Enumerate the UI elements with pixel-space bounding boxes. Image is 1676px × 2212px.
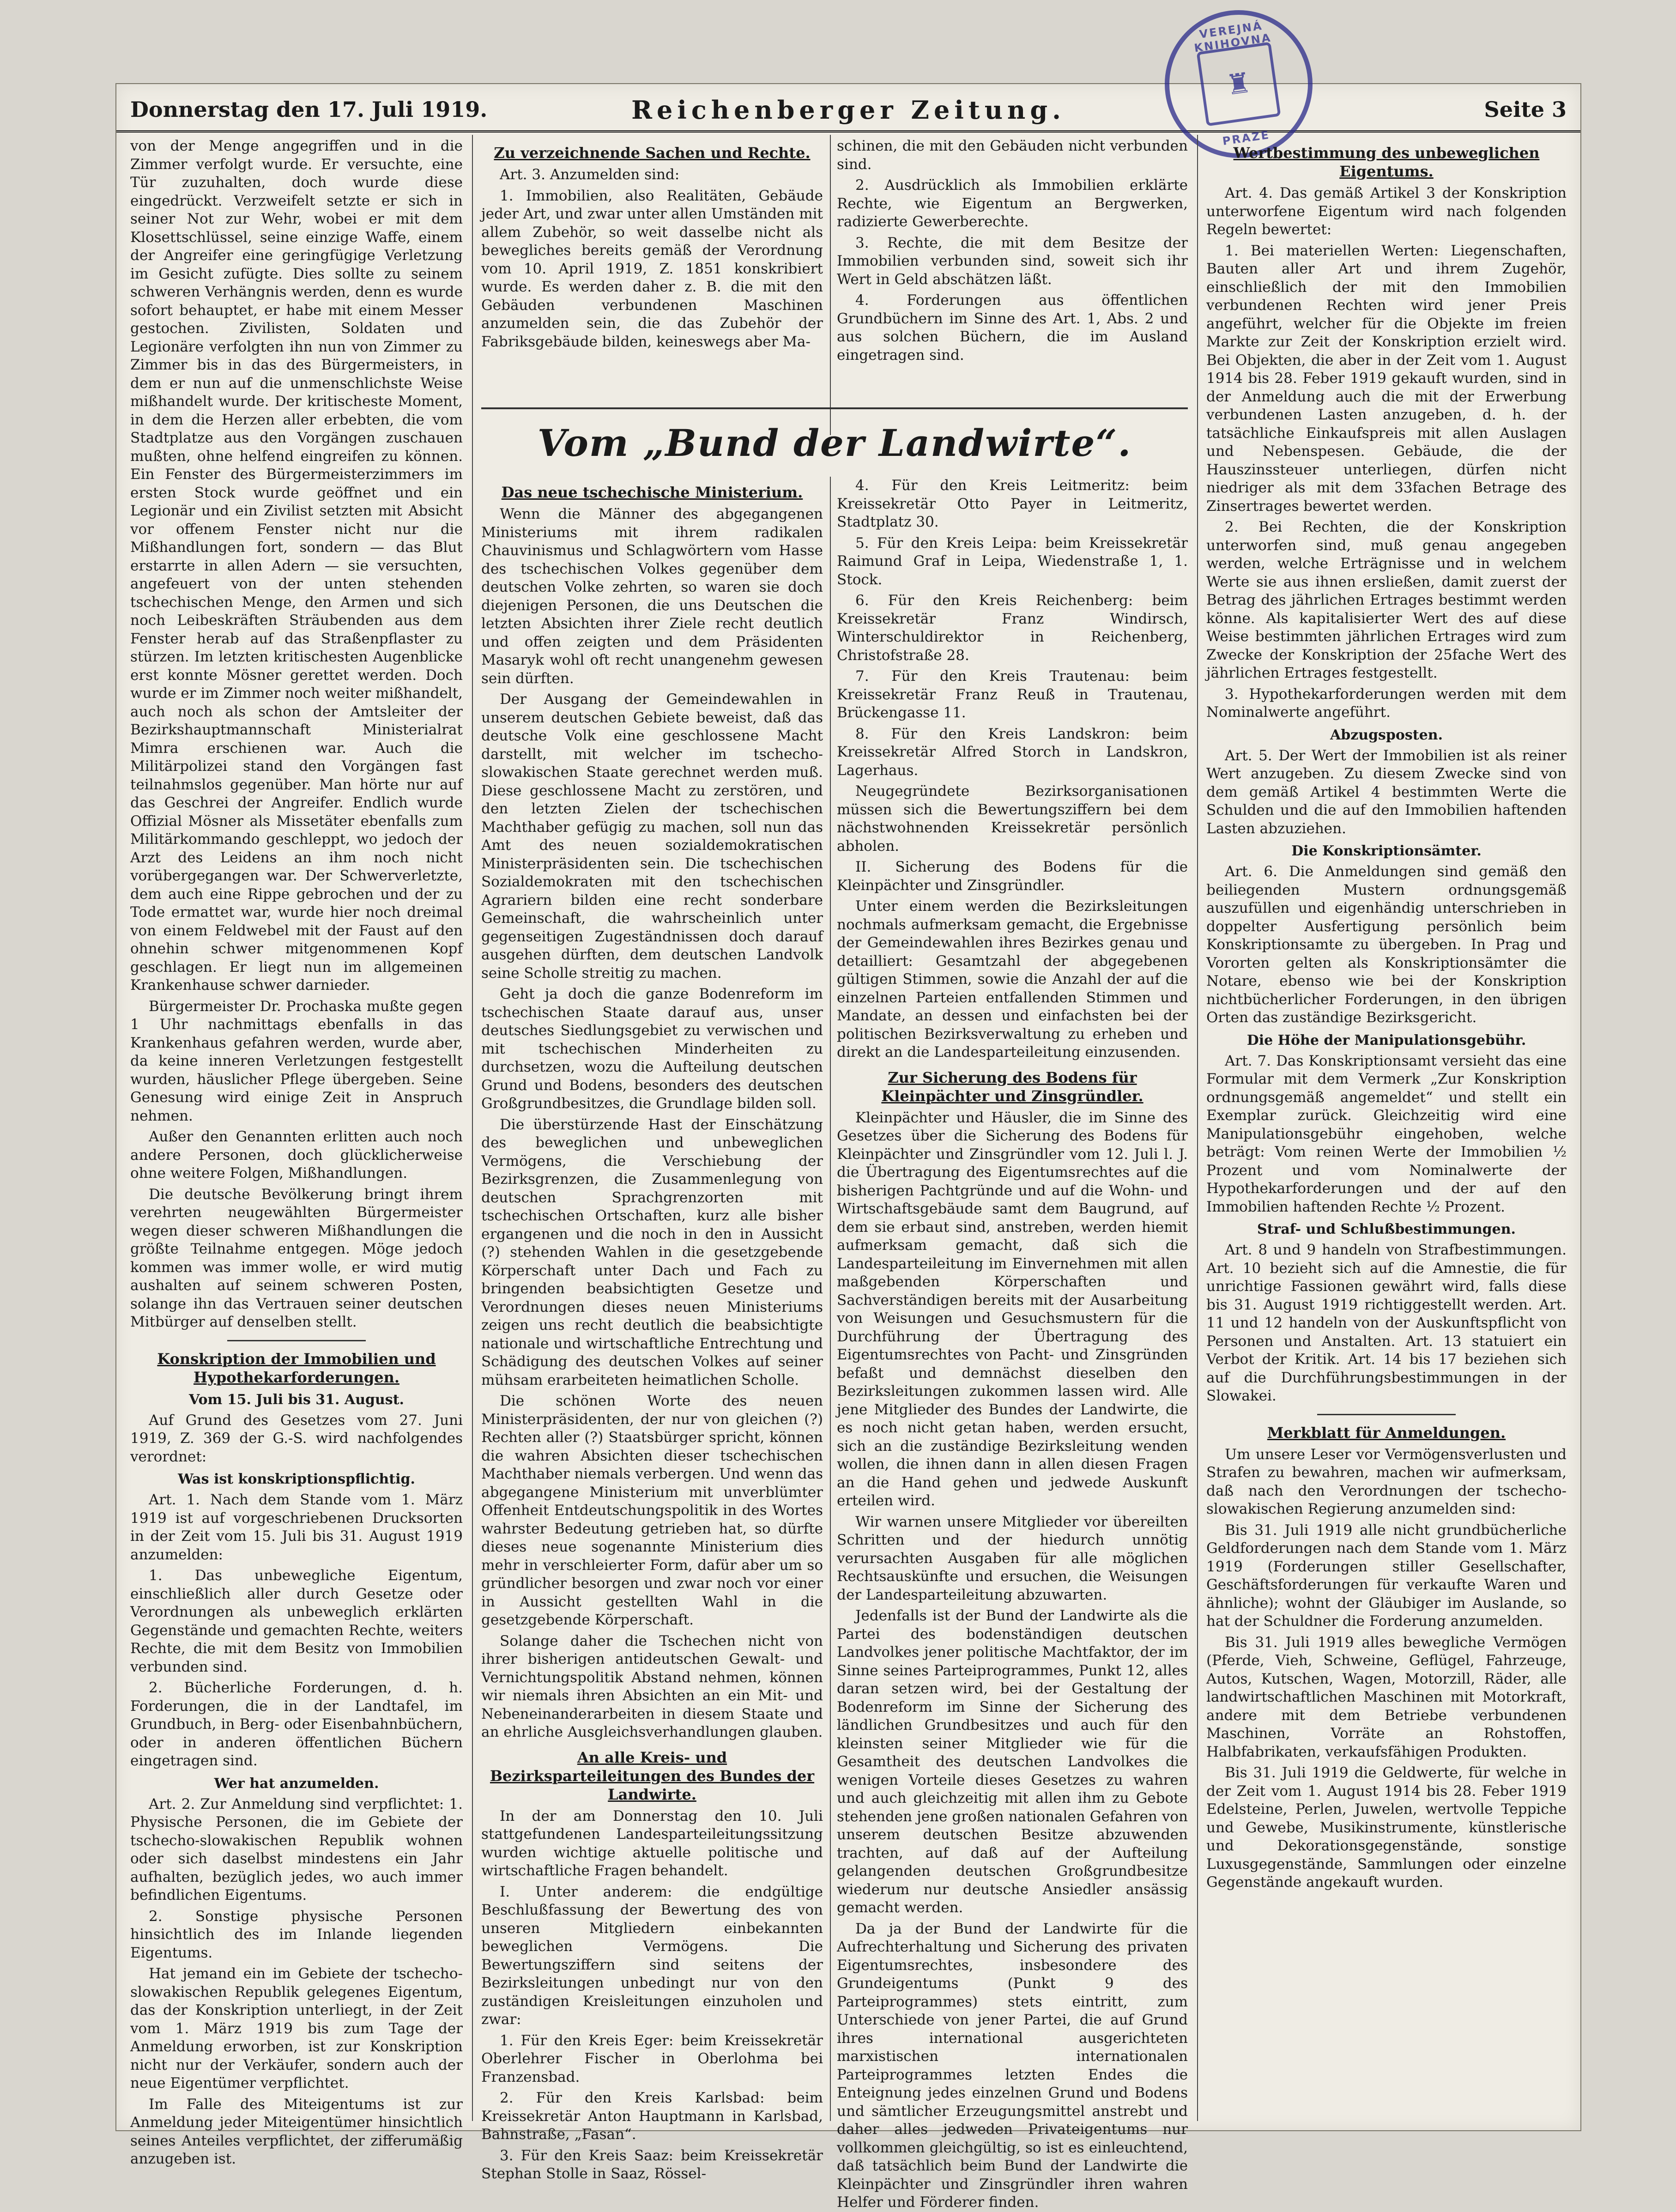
paragraph: 1. Bei materiellen Werten: Liegenschaften, Bauten aller Art und ihrem Zugehör, einschließlich der mit den Immobilien verbundenen Rechten wird jener Preis angeführt, welcher für die Objekte im freien Markte zur Zeit der Konskription erzielt wird. Bei Objekten, die aber in der Zeit vom 1. August 1914 bis 28. Feber 1919 gekauft wurden, sind in der Anmeldung auch die mit der Erwerbung verbundenen Lasten anzugeben, d. h. der tatsächliche Einkaufspreis mit allen Auslagen und Nebenspesen. Gebäude, die der Hauszinssteuer unterliegen, dürfen nicht niedriger als mit dem 33fachen Betrage des Zinsertrages bewertet werden. — [1206, 242, 1567, 515]
paragraph: Jedenfalls ist der Bund der Landwirte als die Partei des bodenständigen deutschen Landvolkes jener politische Machtfaktor, der im Sinne seines Parteiprogrammes, Punkt 12, alles daran setzen wird, bei der Gestaltung der Bodenreform im Sinne der Sicherung des ländlichen Grundbesitzes und auch für den kleinsten seiner Mitglieder wie für die Gesamtheit des deutschen Landvolkes die wenigen Vorteile dieses Gesetzes zu wahren und auch gleichzeitig mit allen ihm zu Gebote stehenden jene großen nationalen Gefahren von unserem deutschen Besitze abzuwenden trachten, auf daß auf der Aufteilung gelangenden deutschen Großgrundbesitze wiederum nur deutsche Ansiedler ansässig gemacht werden. — [837, 1607, 1188, 1916]
section-heading: Konskription der Immobilien und Hypothekarforderungen. — [157, 1350, 436, 1386]
subheading: Was ist konskriptionspflichtig. — [178, 1471, 415, 1487]
column-divider — [830, 135, 831, 435]
paragraph: 5. Für den Kreis Leipa: beim Kreissekretär Raimund Graf in Leipa, Wiedenstraße 1, 1. Stock. — [837, 534, 1188, 588]
paragraph: Neugegründete Bezirksorganisationen müssen sich die Bewertungsziffern bei dem nächstwohnenden Kreissekretär persönlich abholen. — [837, 783, 1188, 854]
page-header — [116, 84, 1580, 133]
paragraph: Außer den Genannten erlitten auch noch andere Personen, doch glücklicherweise ohne weitere Folgen, Mißhandlungen. — [130, 1128, 463, 1182]
paragraph: Bürgermeister Dr. Prochaska mußte gegen 1 Uhr nachmittags ebenfalls in das Krankenhaus gefahren werden, wurde aber, da keine inneren Verletzungen festgestellt wurden, häuslicher Pflege übergeben. Seine Genesung wird einige Zeit in Anspruch nehmen. — [130, 998, 463, 1124]
paragraph: Art. 8 und 9 handeln von Strafbestimmungen. Art. 10 bezieht sich auf die Amnestie, die für unrichtige Fassionen gewährt wird, falls diese bis 31. August 1919 richtiggestellt werden. Art. 11 und 12 handeln von der Auskunftspflicht von Personen und Anstalten. Art. 13 statuiert ein Verbot der Kritik. Art. 14 bis 17 beziehen sich auf die Durchführungsbestimmungen in der Slowakei. — [1206, 1242, 1567, 1404]
paragraph: 2. Sonstige physische Personen hinsichtlich des im Inlande liegenden Eigentums. — [130, 1908, 463, 1961]
article-title: Vom „Bund der Landwirte“. — [537, 421, 1132, 465]
paragraph: Um unsere Leser vor Vermögensverlusten und Strafen zu bewahren, machen wir aufmerksam, daß nach den Verordnungen der tschecho-slowakischen Regierung anzumelden sind: — [1206, 1446, 1567, 1517]
paragraph: schinen, die mit den Gebäuden nicht verbunden sind. — [837, 138, 1188, 173]
paragraph: I. Unter anderem: die endgültige Beschlußfassung der Bewertung des von unseren Mitgliedern einbekannten beweglichen Vermögens. Die Bewertungsziffern sind seitens der Bezirksleitungen unbedingt nur von den zuständigen Kreisleitungen einzuholen und zwar: — [481, 1883, 823, 2028]
column-2-top — [481, 137, 823, 437]
column-divider — [472, 135, 473, 2121]
paragraph: Art. 4. Das gemäß Artikel 3 der Konskription unterworfene Eigentum wird nach folgenden Regeln bewertet: — [1206, 185, 1567, 238]
column-4 — [1206, 137, 1567, 2119]
paragraph: Die überstürzende Hast der Einschätzung des beweglichen und unbeweglichen Vermögens, die Verschiebung der Bezirksgrenzen, die Zusammenlegung von deutschen Sprachgrenzorten mit tschechischen Ortschaften, kurz alle bisher ergangenen und die noch in den in Aussicht (?) stehenden Wahlen in die gesetzgebende Körperschaft unter Dach und Fach zu bringenden beabsichtigten Gesetze und Verordnungen dieses neuen Ministeriums zeigen uns recht deutlich die beabsichtigte nationale und wirtschaftliche Entrechtung und Schädigung des deutschen Volkes auf seiner mühsam erarbeiteten heimatlichen Scholle. — [481, 1116, 823, 1388]
paragraph: Bis 31. Juli 1919 alle nicht grundbücherliche Geldforderungen nach dem Stande vom 1. März 1919 (Forderungen stiller Gesellschafter, Geschäftsforderungen für verkaufte Waren und ähnliche); wohnt der Gläubiger im Auslande, so hat der Schuldner die Forderung anzumelden. — [1206, 1521, 1567, 1630]
column-2-bottom — [481, 477, 823, 2182]
paragraph: Im Falle des Miteigentums ist zur Anmeldung jeder Miteigentümer hinsichtlich seines Anteiles verpflichtet, der zifferumäßig anzugeben ist. — [130, 2096, 463, 2167]
paragraph: Unter einem werden die Bezirksleitungen nochmals aufmerksam gemacht, die Ergebnisse der Gemeindewahlen ihres Bezirkes genau und detailliert: Gesamtzahl der abgegebenen gültigen Stimmen, sowie die Anzahl der auf die einzelnen Parteien entfallenden Stimmen und Mandate, an dessen und einfachsten bei der politischen Bezirksverwaltung zu erheben und direkt an die Landesparteileitung einzusenden. — [837, 898, 1188, 1061]
paragraph: 4. Für den Kreis Leitmeritz: beim Kreissekretär Otto Payer in Leitmeritz, Stadtplatz 30. — [837, 477, 1188, 530]
subheading: Wer hat anzumelden. — [214, 1775, 379, 1792]
section-heading: Das neue tschechische Ministerium. — [501, 484, 803, 501]
column-3-top — [837, 137, 1188, 437]
paragraph: 3. Rechte, die mit dem Besitze der Immobilien verbunden sind, soweit sich ihr Wert in Geld abschätzen läßt. — [837, 234, 1188, 288]
subheading: Die Höhe der Manipulationsgebühr. — [1246, 1032, 1526, 1048]
paragraph: von der Menge angegriffen und in die Zimmer verfolgt wurde. Er versuchte, eine Tür zuzuhalten, doch wurde diese eingedrückt. Verzweifelt setzte er sich in seiner Not zur Wehr, wobei er mit dem Klosettschlüssel, seine einzige Waffe, einem der Angreifer eine geringfügige Verletzung im Gesicht zufügte. Dies sollte zu seinem schweren Verhängnis werden, denn es wurde sofort behauptet, er habe mit einem Messer gestochen. Zivilisten, Soldaten und Legionäre verfolgten ihn nun von Zimmer zu Zimmer bis in das des Bürgermeisters, in dem er nun auf die unmenschlichste Weise mißhandelt wurde. Der kritischeste Moment, in dem die Herzen aller erbebten, die vom Stadtplatze aus den Vorgängen zuschauen mußten, ohne helfend eingreifen zu können. Ein Fenster des Bürgermeisterzimmers im ersten Stock wurde geöffnet und ein Legionär und ein Zivilist setzten mit Absicht vor offenem Fenster nicht nur die Mißhandlungen fort, sondern — das Blut erstarrte in allen Adern — sie versuchten, angefeuert von der unten stehenden tschechischen Menge, den Armen und sich noch Leibeskräften Sträubenden aus dem Fenster herab auf das Straßenpflaster zu stürzen. Im letzten kritischesten Augenblicke erst konnte Mösner gerettet werden. Doch wurde er im Zimmer noch weiter mißhandelt, auch noch als schon der Amtsleiter der Bezirkshauptmannschaft Ministerialrat Mimra erschienen war. Auch die Militärpolizei stand den Vorgängen fast teilnahmslos gegenüber. Man hörte nur auf das Geschrei der Angreifer. Endlich wurde Offizial Mösner als Missetäter ebenfalls zum Militärkommando geschleppt, wo jedoch der Arzt des Leidens an ihm noch nicht vorübergegangen war. Der Schwerverletzte, dem auch eine Rippe gebrochen und der zu Tode ermattet war, wurde hier noch dreimal von einem Feldwebel mit der Faust auf den ohnehin schwer mitgenommenen Kopf geschlagen. Er liegt nun im allgemeinen Krankenhause schwer darnieder. — [130, 138, 463, 994]
subheading: Vom 15. Juli bis 31. August. — [188, 1391, 404, 1408]
paragraph: Bis 31. Juli 1919 die Geldwerte, für welche in der Zeit vom 1. August 1914 bis 28. Feber 1919 Edelsteine, Perlen, Juwelen, wertvolle Teppiche und Gewebe, Musikinstrumente, künstlerische und Dekorationsgegenstände, sonstige Luxusgegenstände, Sammlungen oder einzelne Gegenstände angekauft wurden. — [1206, 1764, 1567, 1891]
paragraph: Art. 3. Anzumelden sind: — [500, 166, 680, 183]
paragraph: 2. Ausdrücklich als Immobilien erklärte Rechte, wie Eigentum an Bergwerken, radizierte Gewerberechte. — [837, 177, 1188, 230]
paragraph: Geht ja doch die ganze Bodenreform im tschechischen Staate darauf aus, unser deutsches Siedlungsgebiet zu verwischen und mit tschechischen Minderheiten zu durchsetzen, wozu die Aufteilung deutschen Grund und Bodens, besonders des deutschen Großgrundbesitzes, die Grundlage bilden soll. — [481, 986, 823, 1112]
stamp-top-text: VEREJNÁ KNIHOVNA — [1193, 19, 1272, 55]
paragraph: Art. 7. Das Konskriptionsamt versieht das eine Formular mit dem Vermerk „Zur Konskription ordnungsgemäß angemeldet“ und stellt ein Exemplar zurück. Gleichzeitig wird eine Manipulationsgebühr eingehoben, welche beträgt: Vom reinen Werte der Immobilien ½ Prozent und vom Nominalwerte der Hypothekarforderungen und der auf den Immobilien haftenden Rechte ½ Prozent. — [1206, 1052, 1567, 1215]
paragraph: II. Sicherung des Bodens für die Kleinpächter und Zinsgründler. — [837, 859, 1188, 894]
paragraph: 2. Bei Rechten, die der Konskription unterworfen sind, muß genau angegeben werden, welche Erträgnisse und in welchem Werte sie aus ihnen ersließen, damit zuerst der Betrag des jährlichen Ertrages bestimmt werden könne. Als kapitalisierter Wert des auf diese Weise bestimmten jährlichen Ertrages wird zum Zwecke der Konskription der 25fache Wert des jährlichen Ertrages festgestellt. — [1206, 519, 1567, 681]
column-1 — [130, 137, 463, 2167]
paragraph: Art. 6. Die Anmeldungen sind gemäß den beiliegenden Mustern ordnungsgemäß auszufüllen und eigenhändig unterschrieben in doppelter Ausfertigung persönlich beim Konskriptionsamte zu übergeben. In Prag und Vororten gelten als Konskriptionsämter die Notare, ebenso wie bei der Konskription nichtbücherlicher Forderungen, in den übrigen Orten das zuständige Bezirksgericht. — [1206, 863, 1567, 1026]
column-divider — [830, 477, 831, 2121]
newspaper-title: Reichenberger Zeitung. — [631, 95, 1065, 125]
paragraph: Der Ausgang der Gemeindewahlen in unserem deutschen Gebiete beweist, daß das deutsche Volk eine geschlossene Macht darstellt, mit welcher im tschecho-slowakischen Staate gerechnet werden muß. Diese geschlossene Macht zu zerstören, und den letzten Zielen der tschechischen Machthaber gefügig zu machen, soll nun das Amt des neuen sozialdemokratischen Ministerpräsidenten sein. Die tschechischen Sozialdemokraten mit den tschechischen Agrariern bilden eine recht sonderbare Gemeinschaft, die wahrscheinlich unter gegenseitigen Zugeständnissen doch darauf ausgehen dürften, dem deutschen Landvolk seine Scholle streitig zu machen. — [481, 691, 823, 982]
issue-date: Donnerstag den 17. Juli 1919. — [130, 97, 488, 122]
paragraph: 4. Forderungen aus öffentlichen Grundbüchern im Sinne des Art. 1, Abs. 2 und aus solchen Büchern, die im Ausland eingetragen sind. — [837, 292, 1188, 364]
paragraph: 6. Für den Kreis Reichenberg: beim Kreissekretär Franz Windirsch, Winterschuldirektor in Reichenberg, Christofstraße 28. — [837, 592, 1188, 664]
paragraph: Da ja der Bund der Landwirte für die Aufrechterhaltung und Sicherung des privaten Eigentumsrechtes, insbesondere des Grundeigentums (Punkt 9 des Parteiprogrammes) stets eintritt, zum Unterschiede von jener Partei, die auf Grund ihres international ausgerichteten marxistischen internationalen Parteiprogrammes letzten Endes die Enteignung jedes einzelnen Grund und Bodens und sämtlicher Erzeugungsmittel anstrebt und daher alles jedweden Privateigentums nur vollkommen gleichgültig, so ist es einleuchtend, daß tatsächlich beim Bund der Landwirte die Kleinpächter und Zinsgründler ihren wahren Helfer und Förderer finden. — [837, 1920, 1188, 2211]
paragraph: Auf Grund des Gesetzes vom 27. Juni 1919, Z. 369 der G.-S. wird nachfolgendes verordnet: — [130, 1412, 463, 1465]
paragraph: Die schönen Worte des neuen Ministerpräsidenten, der nur von gleichen (?) Rechten aller (?) Staatsbürger spricht, können die wahren Absichten dieser tschechischen Machthaber niemals verbergen. Und wenn das abgegangene Ministerium mit unverblümter Offenheit Entdeutschungspolitik in des Wortes wahrster Bedeutung getrieben hat, so dürfte dieses neue sogenannte Ministerium dies mehr in verschleierter Form, dafür aber um so gründlicher besorgen und zwar noch vor einer in Aussicht gestellten Wahl in die gesetzgebende Körperschaft. — [481, 1393, 823, 1628]
section-heading: An alle Kreis- und Bezirksparteileitungen des Bundes der Landwirte. — [490, 1748, 815, 1803]
paragraph: Hat jemand ein im Gebiete der tschecho-slowakischen Republik gelegenes Eigentum, das der Konskription unterliegt, in der Zeit vom 1. März 1919 bis zum Tage der Anmeldung erworben, ist zur Konskription nicht nur der Verkäufer, sondern auch der neue Eigentümer verpflichtet. — [130, 1965, 463, 2091]
section-heading: Wertbestimmung des unbeweglichen Eigentums. — [1233, 144, 1540, 180]
paragraph: In der am Donnerstag den 10. Juli stattgefundenen Landesparteileitungssitzung wurden wichtige aktuelle politische und wirtschaftliche Fragen behandelt. — [481, 1807, 823, 1879]
paragraph: 2. Für den Kreis Karlsbad: beim Kreissekretär Anton Hauptmann in Karlsbad, Bahnstraße, „Fasan“. — [481, 2090, 823, 2143]
paragraph: 3. Hypothekarforderungen werden mit dem Nominalwerte angeführt. — [1206, 685, 1567, 721]
paragraph: 1. Das unbewegliche Eigentum, einschließlich aller durch Gesetze oder Verordnungen als unbeweglich erklärten Gegenstände und gemachten Rechte, weiters Rechte, die mit dem Besitz von Immobilien verbunden sind. — [130, 1567, 463, 1675]
subheading: Straf- und Schlußbestimmungen. — [1257, 1221, 1516, 1237]
divider — [1317, 1414, 1456, 1415]
paragraph: Art. 5. Der Wert der Immobilien ist als reiner Wert anzugeben. Zu diesem Zwecke sind von dem gemäß Artikel 4 bestimmten Werte die Schulden und die auf den Immobilien haftenden Lasten abzuziehen. — [1206, 747, 1567, 837]
page-number: Seite 3 — [1484, 97, 1567, 122]
paragraph: 1. Für den Kreis Eger: beim Kreissekretär Oberlehrer Fischer in Oberlohma bei Franzensbad. — [481, 2032, 823, 2085]
paragraph: Wenn die Männer des abgegangenen Ministeriums mit ihrem radikalen Chauvinismus und Schlagwörtern vom Hasse des tschechischen Volkes gegenüber dem deutschen Volke zehrten, so waren sie doch diejenigen Personen, die uns Deutschen die letzten Absichten ihrer Ziele recht deutlich und offen zeigten und dem Präsidenten Masaryk wohl oft recht unangenehm gewesen sein dürften. — [481, 506, 823, 687]
paragraph: 8. Für den Kreis Landskron: beim Kreissekretär Alfred Storch in Landskron, Lagerhaus. — [837, 725, 1188, 779]
coat-of-arms-icon: ♜ — [1197, 42, 1281, 127]
paragraph: Solange daher die Tschechen nicht von ihrer bisherigen antideutschen Gewalt- und Vernichtungspolitik Abstand nehmen, können wir niemals ihren Absichten an ein Mit- und Nebeneinanderarbeiten in diesem Staate und an ehrliche Ausgleichsverhandlungen glauben. — [481, 1632, 823, 1740]
section-heading: Zu verzeichnende Sachen und Rechte. — [494, 144, 811, 162]
paragraph: Wir warnen unsere Mitglieder vor übereilten Schritten und der hiedurch unnötig verursachten Ausgaben für alle möglichen Rechtsauskünfte und ersuchen, die Weisungen der Landesparteileitung abzuwarten. — [837, 1513, 1188, 1603]
paragraph: 2. Bücherliche Forderungen, d. h. Forderungen, die in der Landtafel, im Grundbuch, in Berg- oder Eisenbahnbüchern, oder in anderen öffentlichen Büchern eingetragen sind. — [130, 1679, 463, 1769]
section-heading: Merkblatt für Anmeldungen. — [1267, 1424, 1506, 1442]
paragraph: Kleinpächter und Häusler, die im Sinne des Gesetzes über die Sicherung des Bodens für Kleinpächter und Zinsgründler vom 12. Juli l. J. die Übertragung des Eigentumsrechtes auf die bisherigen Pachtgründe und auf die Wohn- und Wirtschaftsgebäude samt dem Baugrund, auf dem sie erbaut sind, anstreben, werden hiemit aufmerksam gemacht, daß sich die Landesparteileitung im Einvernehmen mit allen maßgebenden Körperschaften und Sachverständigen bereits mit der Ausarbeitung von Weisungen und Gesuchsmustern für die Durchführung der Übertragung des Eigentumsrechtes von Pacht- und Zinsgründen befaßt und demnächst dieselben den Bezirksleitungen zukommen lassen wird. Alle jene Mitglieder des Bundes der Landwirte, die es noch nicht getan haben, werden ersucht, sich an die zuständige Bezirksleitung wenden wollen, die ihnen dann in allen diesen Fragen an die Hand gehen und jedwede Auskunft erteilen wird. — [837, 1109, 1188, 1509]
paragraph: 7. Für den Kreis Trautenau: beim Kreissekretär Franz Reuß in Trautenau, Brückengasse 11. — [837, 668, 1188, 721]
subheading: Abzugsposten. — [1330, 727, 1443, 743]
paragraph: 1. Immobilien, also Realitäten, Gebäude jeder Art, und zwar unter allen Umständen mit allem Zubehör, so weit dasselbe nicht als bewegliches bereits gemäß der Verordnung vom 10. April 1919, Z. 1851 konskribiert wurde. Es werden daher z. B. die mit den Gebäuden verbundenen Maschinen anzumelden sein, die das Zubehör der Fabriksgebäude bilden, keineswegs aber Ma- — [481, 187, 823, 350]
stamp-bottom-text: PRAZE — [1222, 128, 1271, 148]
section-heading: Zur Sicherung des Bodens für Kleinpächter und Zinsgründler. — [881, 1068, 1144, 1105]
paragraph: Bis 31. Juli 1919 alles bewegliche Vermögen (Pferde, Vieh, Schweine, Geflügel, Fahrzeuge, Autos, Kutschen, Wagen, Motorzill, Räder, alle landwirtschaftlichen Maschinen mit Motorkraft, andere mit dem Betriebe verbundenen Maschinen, Vorräte an Rohstoffen, Halbfabrikaten, verkaufsfähigen Produkten. — [1206, 1634, 1567, 1760]
paragraph: Art. 1. Nach dem Stande vom 1. März 1919 ist auf vorgeschriebenen Drucksorten in der Zeit vom 15. Juli bis 31. August 1919 anzumelden: — [130, 1491, 463, 1563]
paragraph: Art. 2. Zur Anmeldung sind verpflichtet: 1. Physische Personen, die im Gebiete der tschecho-slowakischen Republik wohnen oder sich daselbst mindestens ein Jahr aufhalten, bezüglich jedes, wo auch immer befindlichen Eigentums. — [130, 1795, 463, 1903]
paragraph: 3. Für den Kreis Saaz: beim Kreissekretär Stephan Stolle in Saaz, Rössel- — [481, 2147, 823, 2182]
divider — [227, 1340, 366, 1341]
column-divider — [1197, 135, 1198, 2121]
subheading: Die Konskriptionsämter. — [1291, 843, 1482, 859]
newspaper-page — [115, 19, 1581, 2211]
paragraph: Die deutsche Bevölkerung bringt ihrem verehrten neugewählten Bürgermeister wegen dieser schweren Mißhandlungen die größte Teilnahme entgegen. Möge jedoch kommen was immer wolle, er wird mutig aushalten auf seinem schweren Posten, solange ihn das Vertrauen seiner deutschen Mitbürger auf denselben stellt. — [130, 1186, 463, 1330]
column-3-bottom — [837, 477, 1188, 2211]
